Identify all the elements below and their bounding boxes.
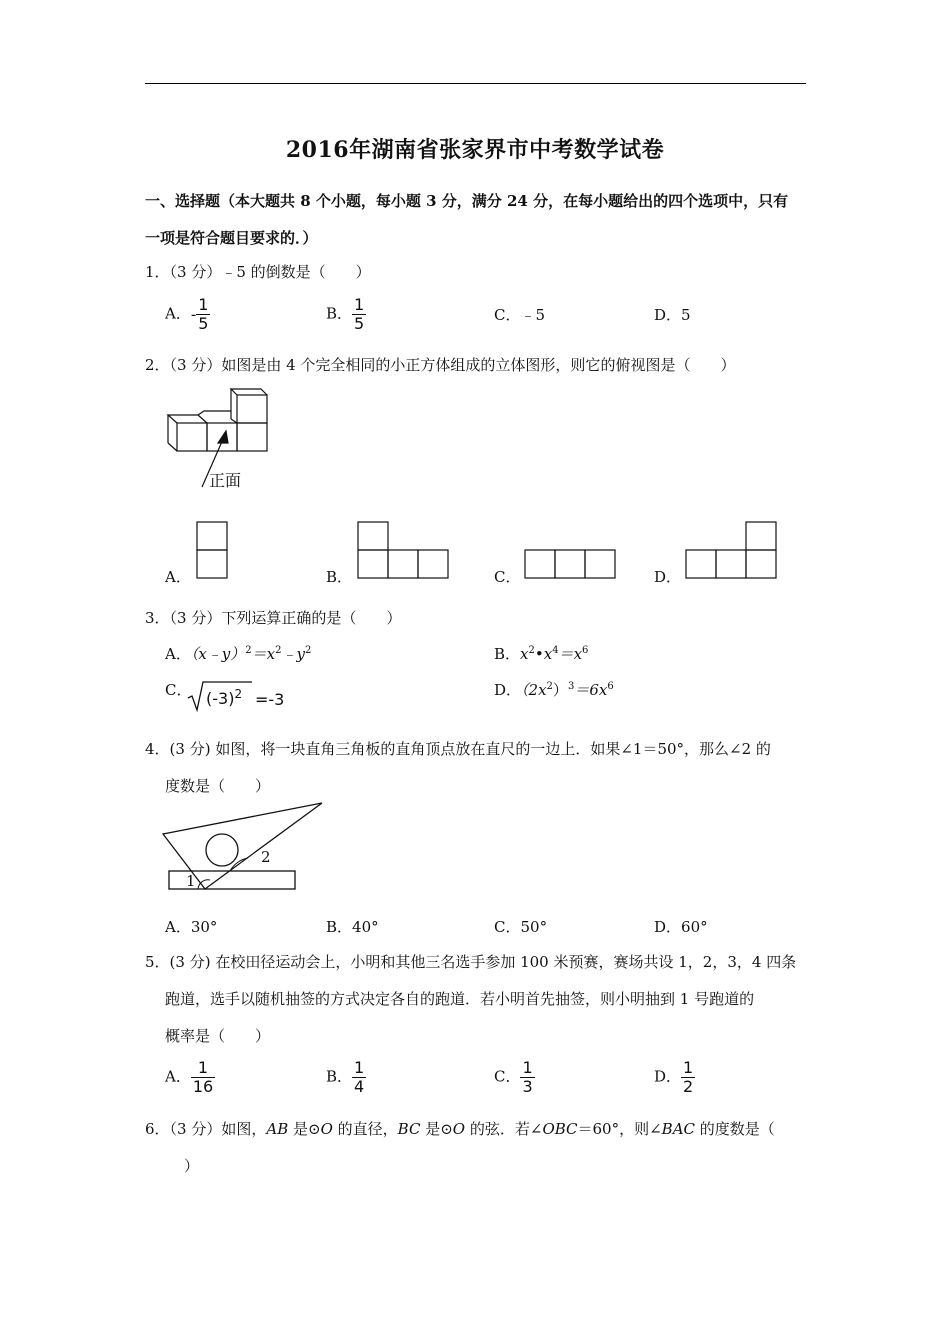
q3-d-base: （2x bbox=[521, 681, 547, 699]
q5-d-numerator: 1 bbox=[683, 1058, 694, 1077]
q2-option-a-label[interactable]: A． bbox=[165, 568, 191, 586]
q5-option-d[interactable] bbox=[654, 1059, 695, 1096]
q3-b-exp4: 4 bbox=[552, 645, 559, 656]
question-2-stem: 2．（3 分）如图是由 4 个完全相同的小正方体组成的立体图形，则它的俯视图是（ ） bbox=[145, 356, 736, 374]
q3-c-exp: 2 bbox=[234, 687, 243, 701]
q1-a-denominator: 5 bbox=[198, 314, 209, 333]
q2-option-d-label[interactable]: D． bbox=[654, 568, 682, 586]
q5-option-a-label: A． bbox=[165, 1067, 191, 1086]
page-title: 2016年湖南省张家界市中考数学试卷 bbox=[285, 137, 665, 163]
q6-bac: BAC bbox=[661, 1120, 696, 1138]
q5-b-numerator: 1 bbox=[354, 1058, 365, 1077]
q6-part-1: 6．（3 分）如图， bbox=[145, 1120, 267, 1138]
q6-part-2: 是⊙ bbox=[288, 1120, 321, 1138]
q5-c-numerator: 1 bbox=[522, 1058, 533, 1077]
q5-option-b-fraction bbox=[352, 1059, 366, 1096]
question-3-stem: 3．（3 分）下列运算正确的是（ ） bbox=[145, 609, 402, 627]
q2-option-c-label[interactable]: C． bbox=[494, 568, 521, 586]
q1-option-d[interactable]: D．5 bbox=[654, 306, 691, 324]
q6-o1: O bbox=[320, 1120, 333, 1138]
q5-option-a[interactable] bbox=[165, 1059, 215, 1096]
q3-b-exp2: 2 bbox=[528, 645, 535, 656]
q3-option-d[interactable] bbox=[494, 679, 614, 700]
q6-obc: OBC bbox=[542, 1120, 578, 1138]
q3-a-exp-y: 2 bbox=[304, 645, 312, 656]
q1-option-b-fraction bbox=[352, 296, 366, 333]
q5-option-d-fraction bbox=[681, 1059, 695, 1096]
q5-option-b[interactable] bbox=[326, 1059, 366, 1096]
q3-a-exp-x: 2 bbox=[275, 645, 282, 656]
q6-part-4: 是⊙ bbox=[420, 1120, 453, 1138]
q6-part-5: 的弦．若∠ bbox=[465, 1120, 543, 1138]
q4-option-c[interactable]: C．50° bbox=[494, 918, 548, 936]
q5-option-b-label: B． bbox=[326, 1067, 353, 1086]
q3-option-b[interactable] bbox=[494, 643, 588, 664]
question-1-stem: 1．（3 分）﹣5 的倒数是（ ） bbox=[145, 263, 371, 281]
question-4-stem-cont: 度数是（ ） bbox=[165, 777, 271, 795]
q3-option-b-label: B． bbox=[494, 645, 521, 663]
q1-option-a-label: A． bbox=[165, 304, 191, 323]
q6-bc: BC bbox=[397, 1120, 421, 1138]
q1-option-a[interactable] bbox=[165, 296, 210, 333]
q1-option-a-fraction bbox=[196, 296, 210, 333]
q3-option-a[interactable] bbox=[165, 643, 311, 664]
q5-a-denominator: 16 bbox=[192, 1077, 214, 1096]
q3-a-eq: ＝x bbox=[251, 645, 276, 663]
q1-b-denominator: 5 bbox=[354, 314, 365, 333]
header-rule bbox=[145, 83, 806, 84]
q5-option-c-label: C． bbox=[494, 1067, 521, 1086]
angle-2-label: 2 bbox=[261, 848, 271, 866]
q6-ab: AB bbox=[266, 1120, 289, 1138]
q5-b-denominator: 4 bbox=[354, 1077, 365, 1096]
q5-option-d-label: D． bbox=[654, 1067, 682, 1086]
section-heading: 一、选择题（本大题共 8 个小题，每小题 3 分，满分 24 分，在每小题给出的四个选项中，只有 bbox=[145, 192, 789, 210]
q3-d-exp6: 6 bbox=[607, 681, 614, 692]
q3-b-x: x bbox=[520, 645, 529, 663]
q5-c-denominator: 3 bbox=[522, 1077, 533, 1096]
q1-b-numerator: 1 bbox=[354, 295, 365, 314]
q2-option-d-figure bbox=[685, 521, 779, 581]
q1-option-b[interactable] bbox=[326, 296, 366, 333]
q5-d-denominator: 2 bbox=[683, 1077, 694, 1096]
q5-option-c[interactable] bbox=[494, 1059, 535, 1096]
question-6-stem-end: ） bbox=[184, 1157, 200, 1175]
question-4-stem: 4．(3 分) 如图，将一块直角三角板的直角顶点放在直尺的一边上．如果∠1＝50°，那么∠2 的 bbox=[145, 740, 771, 758]
q6-o2: O bbox=[452, 1120, 466, 1138]
q5-a-numerator: 1 bbox=[197, 1058, 209, 1077]
q3-option-d-label: D． bbox=[494, 681, 522, 699]
q3-b-dot-x: •x bbox=[534, 645, 553, 663]
q3-option-a-label: A． bbox=[165, 645, 191, 663]
q6-part-7: 的度数是（ bbox=[695, 1120, 775, 1138]
q4-option-b[interactable]: B．40° bbox=[326, 918, 379, 936]
question-5-stem: 5．(3 分) 在校田径运动会上，小明和其他三名选手参加 100 米预赛，赛场共设 1，2，3，4 四条 bbox=[145, 953, 797, 971]
q4-option-d[interactable]: D．60° bbox=[654, 918, 708, 936]
q3-c-result: =-3 bbox=[255, 690, 285, 709]
q1-option-a-sign: - bbox=[190, 305, 197, 324]
q6-part-6: ＝60°，则∠ bbox=[577, 1120, 662, 1138]
q6-part-3: 的直径， bbox=[332, 1120, 398, 1138]
q1-option-b-label: B． bbox=[326, 304, 353, 323]
q3-c-radicand bbox=[206, 687, 242, 708]
q3-option-c-label[interactable]: C． bbox=[165, 681, 192, 699]
q4-option-a[interactable]: A．30° bbox=[165, 918, 218, 936]
q3-d-exp2: 2 bbox=[546, 681, 553, 692]
q3-a-minus: ﹣y bbox=[281, 645, 305, 663]
q3-b-eq-x: ＝x bbox=[558, 645, 583, 663]
q2-option-a-figure bbox=[196, 521, 230, 581]
question-5-stem-cont: 跑道，选手以随机抽签的方式决定各自的跑道．若小明首先抽签，则小明抽到 1 号跑道的 bbox=[165, 990, 755, 1008]
q1-option-c[interactable]: C．﹣5 bbox=[494, 306, 546, 324]
q3-a-exp: 2 bbox=[245, 645, 252, 656]
q3-c-radicand-text: (-3) bbox=[206, 689, 235, 708]
question-6-stem bbox=[145, 1118, 775, 1139]
q2-option-c-figure bbox=[524, 549, 618, 581]
section-heading-cont: 一项是符合题目要求的．） bbox=[145, 229, 318, 247]
q3-a-base: （x﹣y） bbox=[190, 645, 246, 663]
q3-b-exp6: 6 bbox=[582, 645, 589, 656]
q2-option-b-figure bbox=[357, 521, 451, 581]
q3-d-exp3: 3 bbox=[567, 681, 575, 692]
q3-d-eq: ＝6x bbox=[574, 681, 608, 699]
q5-option-a-fraction bbox=[191, 1059, 215, 1096]
question-5-stem-end: 概率是（ ） bbox=[165, 1027, 271, 1045]
q3-d-paren: ） bbox=[552, 681, 568, 699]
q2-option-b-label[interactable]: B． bbox=[326, 568, 353, 586]
angle-1-label: 1 bbox=[186, 872, 196, 890]
q1-a-numerator: 1 bbox=[198, 295, 209, 314]
front-view-label: 正面 bbox=[209, 471, 242, 490]
q5-option-c-fraction bbox=[520, 1059, 534, 1096]
